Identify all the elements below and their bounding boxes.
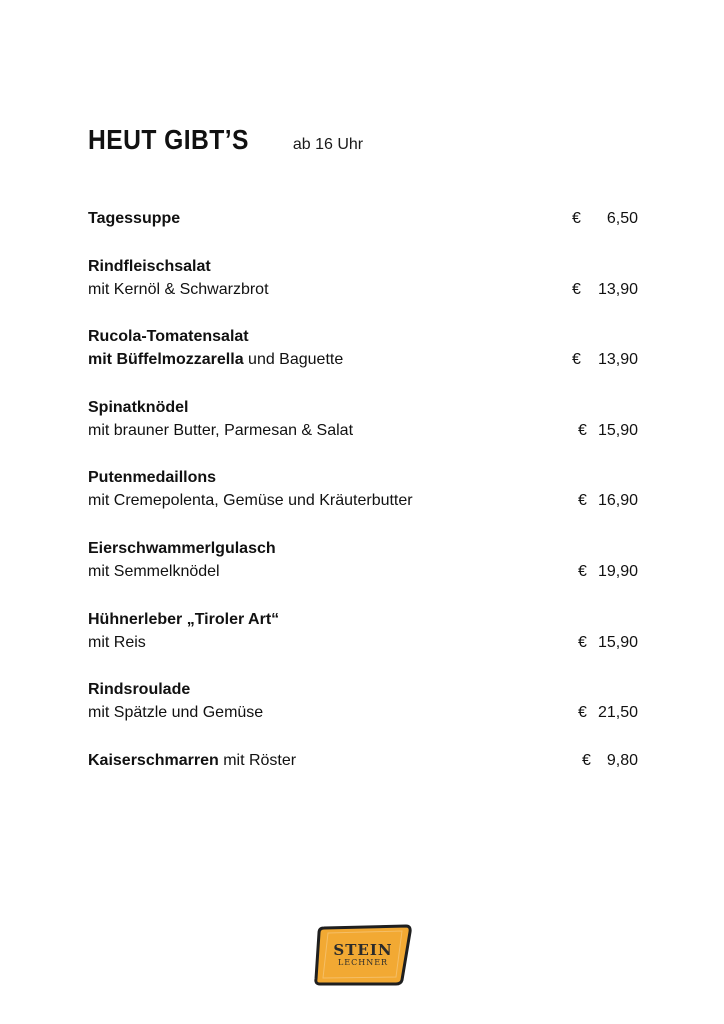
- menu-title: HEUT GIBT’S: [88, 124, 249, 155]
- currency-symbol: €: [572, 210, 581, 227]
- item-price: [572, 348, 638, 371]
- price-value: 21,50: [597, 704, 638, 721]
- item-price: [578, 560, 638, 583]
- item-name-line: [88, 749, 296, 772]
- item-description-bold: mit Büffelmozzarella: [88, 351, 244, 368]
- item-description: mit Reis: [88, 634, 146, 651]
- item-description: mit Semmelknödel: [88, 563, 220, 580]
- menu-item: [88, 255, 638, 301]
- item-name: Eierschwammerlgulasch: [88, 540, 276, 557]
- currency-symbol: €: [578, 563, 587, 580]
- price-value: 13,90: [597, 281, 638, 298]
- currency-symbol: €: [582, 752, 591, 769]
- price-value: 19,90: [597, 563, 638, 580]
- currency-symbol: €: [578, 634, 587, 651]
- item-price: [582, 749, 638, 772]
- menu-item: [88, 207, 638, 230]
- item-price: [578, 631, 638, 654]
- menu-item: [88, 608, 638, 654]
- menu-item: [88, 678, 638, 724]
- item-description: mit Cremepolenta, Gemüse und Kräuterbutter: [88, 492, 413, 509]
- logo-line-1: STEIN: [333, 941, 393, 959]
- stein-lechner-logo: [314, 924, 412, 986]
- price-value: 15,90: [597, 634, 638, 651]
- item-name: Putenmedaillons: [88, 469, 217, 486]
- price-value: 15,90: [597, 422, 638, 439]
- menu-item: [88, 325, 638, 371]
- item-description: mit Spätzle und Gemüse: [88, 704, 264, 721]
- item-description: mit Röster: [218, 752, 297, 769]
- currency-symbol: €: [578, 492, 587, 509]
- item-description: [88, 348, 343, 371]
- price-value: 16,90: [597, 492, 638, 509]
- item-description-rest: und Baguette: [243, 351, 344, 368]
- price-value: 13,90: [597, 351, 638, 368]
- menu-item: [88, 749, 638, 772]
- item-name: Rucola-Tomatensalat: [88, 328, 249, 345]
- menu-header: [88, 124, 363, 156]
- item-description: mit Kernöl & Schwarzbrot: [88, 281, 269, 298]
- price-value: 6,50: [606, 210, 638, 227]
- currency-symbol: €: [578, 422, 587, 439]
- item-name: Kaiserschmarren: [88, 752, 219, 769]
- item-name: Rindfleischsalat: [88, 258, 211, 275]
- menu-item: [88, 396, 638, 442]
- item-name: Spinatknödel: [88, 399, 189, 416]
- menu-time: ab 16 Uhr: [292, 136, 364, 153]
- price-value: 9,80: [606, 752, 638, 769]
- item-name: Tagessuppe: [88, 210, 181, 227]
- logo-line-2: LECHNER: [337, 958, 389, 967]
- currency-symbol: €: [578, 704, 587, 721]
- item-price: [572, 278, 638, 301]
- currency-symbol: €: [572, 281, 581, 298]
- item-name: Hühnerleber „Tiroler Art“: [88, 611, 280, 628]
- item-price: [578, 419, 638, 442]
- menu-item: [88, 537, 638, 583]
- logo-text: [314, 924, 412, 986]
- item-price: [578, 489, 638, 512]
- item-price: [578, 701, 638, 724]
- item-name: Rindsroulade: [88, 681, 191, 698]
- item-description: mit brauner Butter, Parmesan & Salat: [88, 422, 354, 439]
- item-price: [572, 207, 638, 230]
- menu-item: [88, 466, 638, 512]
- currency-symbol: €: [572, 351, 581, 368]
